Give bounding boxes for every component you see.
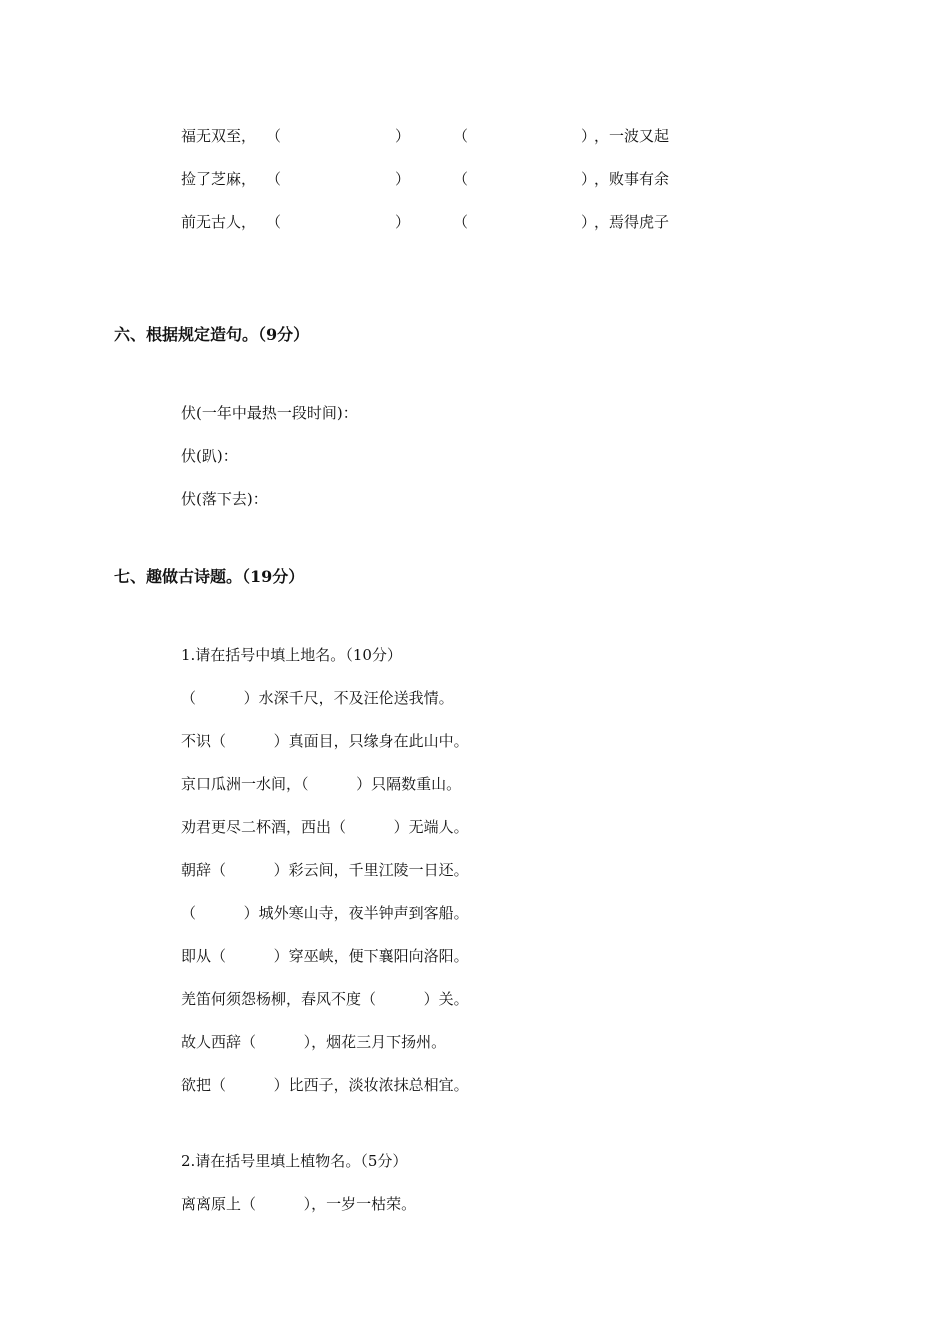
left-paren: （ <box>453 213 469 231</box>
sentence-prompt: 伏(趴)： <box>181 447 238 465</box>
idiom-first-half: 捡了芝麻， <box>181 170 257 188</box>
right-paren: ） <box>395 127 411 145</box>
poem-line: （ ）水深千尺，不及汪伦送我情。 <box>181 689 454 707</box>
idiom-row <box>181 212 701 232</box>
section-6-heading: 六、根据规定造句。（9分） <box>114 325 310 344</box>
poem-line: 朝辞（ ）彩云间，千里江陵一日还。 <box>181 861 469 879</box>
sentence-prompt: 伏(落下去)： <box>181 490 268 508</box>
idiom-row <box>181 169 701 189</box>
right-paren: ） <box>581 213 597 231</box>
right-paren: ） <box>395 170 411 188</box>
right-paren: ） <box>581 127 597 145</box>
part-2-title: 2.请在括号里填上植物名。（5分） <box>181 1152 408 1170</box>
idiom-last-half: ，一波又起 <box>594 127 670 145</box>
idiom-row <box>181 126 701 146</box>
poem-line: 欲把（ ）比西子，淡妆浓抹总相宜。 <box>181 1076 469 1094</box>
poem-line: 羌笛何须怨杨柳，春风不度（ ）关。 <box>181 990 469 1008</box>
poem-line: （ ）城外寒山寺，夜半钟声到客船。 <box>181 904 469 922</box>
left-paren: （ <box>266 213 282 231</box>
poem-line: 离离原上（ ），一岁一枯荣。 <box>181 1195 417 1213</box>
idiom-last-half: ，败事有余 <box>594 170 670 188</box>
section-7-heading: 七、趣做古诗题。（19分） <box>114 567 305 586</box>
left-paren: （ <box>266 170 282 188</box>
poem-line: 不识（ ）真面目，只缘身在此山中。 <box>181 732 469 750</box>
poem-line: 劝君更尽二杯酒，西出（ ）无端人。 <box>181 818 469 836</box>
sentence-prompt: 伏(一年中最热一段时间)： <box>181 404 358 422</box>
right-paren: ） <box>581 170 597 188</box>
left-paren: （ <box>266 127 282 145</box>
left-paren: （ <box>453 127 469 145</box>
idiom-first-half: 福无双至， <box>181 127 257 145</box>
left-paren: （ <box>453 170 469 188</box>
idiom-first-half: 前无古人， <box>181 213 257 231</box>
poem-line: 京口瓜洲一水间，（ ）只隔数重山。 <box>181 775 462 793</box>
poem-line: 即从（ ）穿巫峡，便下襄阳向洛阳。 <box>181 947 469 965</box>
part-1-title: 1.请在括号中填上地名。（10分） <box>181 646 402 664</box>
idiom-last-half: ，焉得虎子 <box>594 213 670 231</box>
poem-line: 故人西辞（ ），烟花三月下扬州。 <box>181 1033 447 1051</box>
right-paren: ） <box>395 213 411 231</box>
